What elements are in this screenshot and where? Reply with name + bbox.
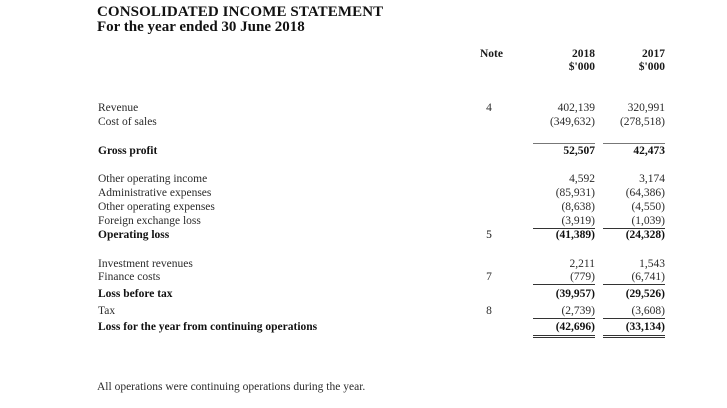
statement-row-gross-profit	[0, 145, 727, 158]
row-value-2017: (4,550)	[631, 201, 665, 213]
subtotal-rule-2017	[603, 143, 665, 144]
statement-row-other-operating-expenses	[0, 201, 727, 214]
row-label: Tax	[98, 305, 116, 317]
subtotal-rule-2017	[603, 318, 665, 319]
statement-title: CONSOLIDATED INCOME STATEMENT	[97, 4, 384, 20]
row-value-2017: 42,473	[633, 145, 665, 157]
row-value-2018: (39,957)	[555, 288, 595, 300]
row-label: Investment revenues	[98, 258, 193, 270]
row-label: Finance costs	[98, 271, 161, 283]
row-label: Operating loss	[98, 229, 170, 241]
row-label: Other operating expenses	[98, 201, 215, 213]
column-header-2018-year: 2018	[572, 48, 595, 60]
row-label: Cost of sales	[98, 116, 157, 128]
row-value-2018: (42,696)	[555, 321, 595, 333]
statement-row-other-operating-income	[0, 173, 727, 186]
statement-row-loss-before-tax	[0, 288, 727, 301]
statement-row-operating-loss	[0, 229, 727, 242]
footer-note: All operations were continuing operations during the year.	[97, 381, 366, 393]
statement-row-finance-costs	[0, 271, 727, 284]
row-value-2018: (349,632)	[549, 116, 595, 128]
row-value-2018: 52,507	[563, 145, 595, 157]
column-header-2018-unit: $'000	[568, 61, 595, 73]
column-header-2017-year: 2017	[642, 48, 665, 60]
row-value-2018: (779)	[570, 271, 595, 283]
row-value-2017: 3,174	[639, 173, 665, 185]
row-label: Loss before tax	[98, 288, 173, 300]
row-value-2018: 4,592	[569, 173, 595, 185]
subtotal-rule-2018	[533, 318, 595, 319]
row-value-2018: 402,139	[557, 102, 595, 114]
statement-row-loss-for-the-year	[0, 321, 727, 334]
subtotal-rule-2018	[533, 143, 595, 144]
row-value-2017: (33,134)	[625, 321, 665, 333]
row-label: Gross profit	[98, 145, 158, 157]
row-value-2017: (29,526)	[625, 288, 665, 300]
row-value-2017: (3,608)	[631, 305, 665, 317]
statement-subtitle: For the year ended 30 June 2018	[97, 19, 305, 35]
row-note: 5	[486, 229, 492, 241]
row-value-2018: (2,739)	[561, 305, 595, 317]
statement-row-investment-revenues	[0, 258, 727, 271]
row-value-2017: (6,741)	[631, 271, 665, 283]
row-value-2017: (1,039)	[631, 215, 665, 227]
column-header-note: Note	[480, 48, 503, 60]
row-label: Other operating income	[98, 173, 208, 185]
row-label: Loss for the year from continuing operations	[98, 321, 318, 333]
statement-row-foreign-exchange-loss	[0, 215, 727, 228]
row-note: 7	[486, 271, 492, 283]
row-label: Foreign exchange loss	[98, 215, 201, 227]
statement-row-tax	[0, 305, 727, 318]
statement-row-administrative-expenses	[0, 187, 727, 200]
row-value-2018: (85,931)	[555, 187, 595, 199]
row-note: 8	[486, 305, 492, 317]
row-value-2017: (278,518)	[619, 116, 665, 128]
row-value-2018: (8,638)	[561, 201, 595, 213]
row-value-2018: (3,919)	[561, 215, 595, 227]
total-double-rule-2017	[603, 335, 665, 338]
column-header-2017-unit: $'000	[638, 61, 665, 73]
total-double-rule-2018	[533, 335, 595, 338]
row-value-2018: 2,211	[569, 258, 595, 270]
row-value-2017: (24,328)	[625, 229, 665, 241]
statement-row-revenue	[0, 102, 727, 115]
row-note: 4	[486, 102, 492, 114]
subtotal-rule-2017	[603, 284, 665, 285]
statement-row-cost-of-sales	[0, 116, 727, 129]
row-value-2017: 1,543	[639, 258, 665, 270]
row-value-2017: (64,386)	[625, 187, 665, 199]
row-label: Revenue	[98, 102, 139, 114]
row-label: Administrative expenses	[98, 187, 212, 199]
row-value-2018: (41,389)	[555, 229, 595, 241]
subtotal-rule-2018	[533, 284, 595, 285]
row-value-2017: 320,991	[627, 102, 665, 114]
